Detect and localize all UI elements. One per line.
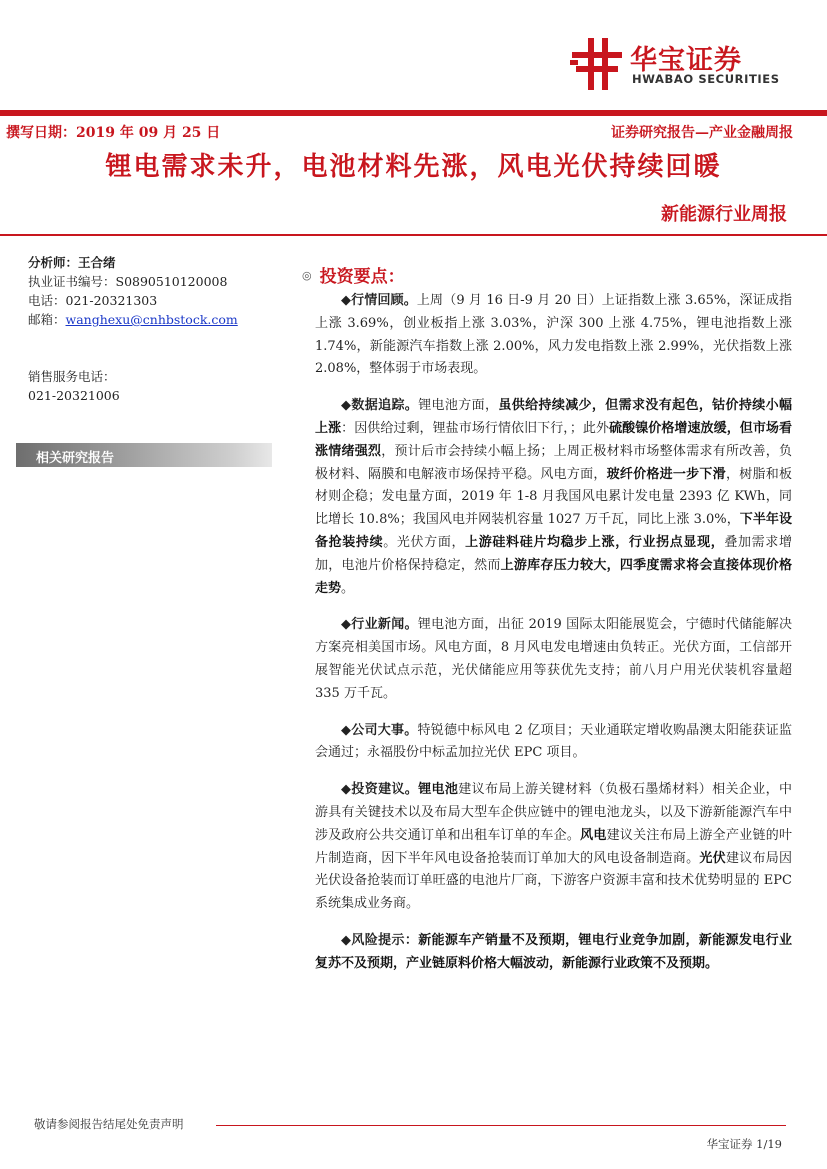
point-market-review: ◆行情回顾。上周（9 月 16 日-9 月 20 日）上证指数上涨 3.65%，深证成指上涨 3.69%，创业板指上涨 3.03%，沪深 300 上涨 4.75%，锂电池指数上涨 1.74%，新能源汽车指数上涨 2.00%，风力发电指数上涨 2.99%，光伏指数上涨 2.08%，整体弱于市场表现。 (315, 293, 792, 377)
analyst-email-link[interactable]: wanghexu@cnhbstock.com (65, 312, 238, 327)
section-heading-text: 投资要点： (319, 267, 405, 287)
investment-highlights-heading (302, 262, 405, 287)
brand-name-en: HWABAO SECURITIES (632, 72, 780, 86)
analyst-email-row (28, 310, 278, 329)
report-date: 撰写日期：2019 年 09 月 25 日 (6, 125, 221, 141)
related-reports-label: 相关研究报告 (36, 451, 115, 466)
analyst-name: 分析师：王合绪 (28, 255, 116, 270)
sales-label: 销售服务电话： (28, 369, 116, 384)
point-investment-advice: ◆投资建议。锂电池建议布局上游关键材料（负极石墨烯材料）相关企业，中游具有关键技术以及布局大型车企供应链中的锂电池龙头，以及下游新能源汽车中涉及政府公共交通订单和出租车订单的车企。风电建议关注布局上游全产业链的叶片制造商，因下半年风电设备抢装而订单加大的风电设备制造商。光伏建议布局因光伏设备抢装而订单旺盛的电池片厂商，下游客户资源丰富和技术优势明显的 EPC 系统集成业务商。 (315, 782, 792, 912)
analyst-phone: 电话：021-20321303 (28, 293, 158, 308)
email-label: 邮箱： (28, 312, 66, 327)
page-number: 华宝证券 1/19 (706, 1137, 782, 1151)
title-divider (0, 234, 827, 236)
report-subtitle: 新能源行业周报 (661, 204, 787, 225)
report-title: 锂电需求未升，电池材料先涨，风电光伏持续回暖 (105, 152, 722, 182)
header-red-bar (0, 110, 827, 116)
analyst-cert: 执业证书编号：S0890510120008 (28, 274, 228, 289)
point-data-tracking: ◆数据追踪。锂电池方面，虽供给持续减少，但需求没有起色，钴价持续小幅上涨：因供给过剩，锂盐市场行情依旧下行，；此外硫酸镍价格增速放缓，但市场看涨情绪强烈，预计后市会持续小幅上扬；上周正极材料市场整体需求有所改善，负极材料、隔膜和电解液市场保持平稳。风电方面，玻纤价格进一步下滑，树脂和板材则企稳；发电量方面，2019 年 1-8 月我国风电累计发电量 2393 亿 KWh，同比增长 10.8%；我国风电并网装机容量 1027 万千瓦，同比上涨 3.0%，下半年设备抢装持续。光伏方面，上游硅料硅片均稳步上涨，行业拐点显现，叠加需求增加，电池片价格保持稳定，然而上游库存压力较大，四季度需求将会直接体现价格走势。 (315, 398, 792, 596)
brand-name-cn: 华宝证券 (630, 45, 742, 76)
point-company-events: ◆公司大事。特锐德中标风电 2 亿项目；天业通联定增收购晶澳太阳能获证监会通过；永福股份中标孟加拉光伏 EPC 项目。 (315, 722, 792, 761)
footer-disclaimer: 敬请参阅报告结尾处免责声明 (34, 1117, 184, 1131)
point-industry-news: ◆行业新闻。锂电池方面，出征 2019 国际太阳能展览会，宁德时代储能解决方案亮相美国市场。风电方面，8 月风电发电增速由负转正。光伏方面，工信部开展智能光伏试点示范，光伏储能应用等获优先支持；前八月户用光伏装机容量超 335 万千瓦。 (315, 617, 792, 701)
circle-dot-icon: ◎ (302, 269, 312, 282)
company-logo (568, 36, 800, 94)
point-risk-warning: ◆风险提示：新能源车产销量不及预期，锂电行业竞争加剧，新能源发电行业复苏不及预期，产业链原料价格大幅波动，新能源行业政策不及预期。 (315, 932, 792, 971)
highlights-body (315, 290, 792, 990)
footer-divider (216, 1125, 786, 1126)
report-type: 证券研究报告—产业金融周报 (611, 125, 793, 141)
analyst-info (28, 253, 278, 405)
sales-phone: 021-20321006 (28, 388, 120, 403)
related-reports-bar (16, 443, 272, 467)
hwabao-logo-icon (568, 36, 626, 92)
